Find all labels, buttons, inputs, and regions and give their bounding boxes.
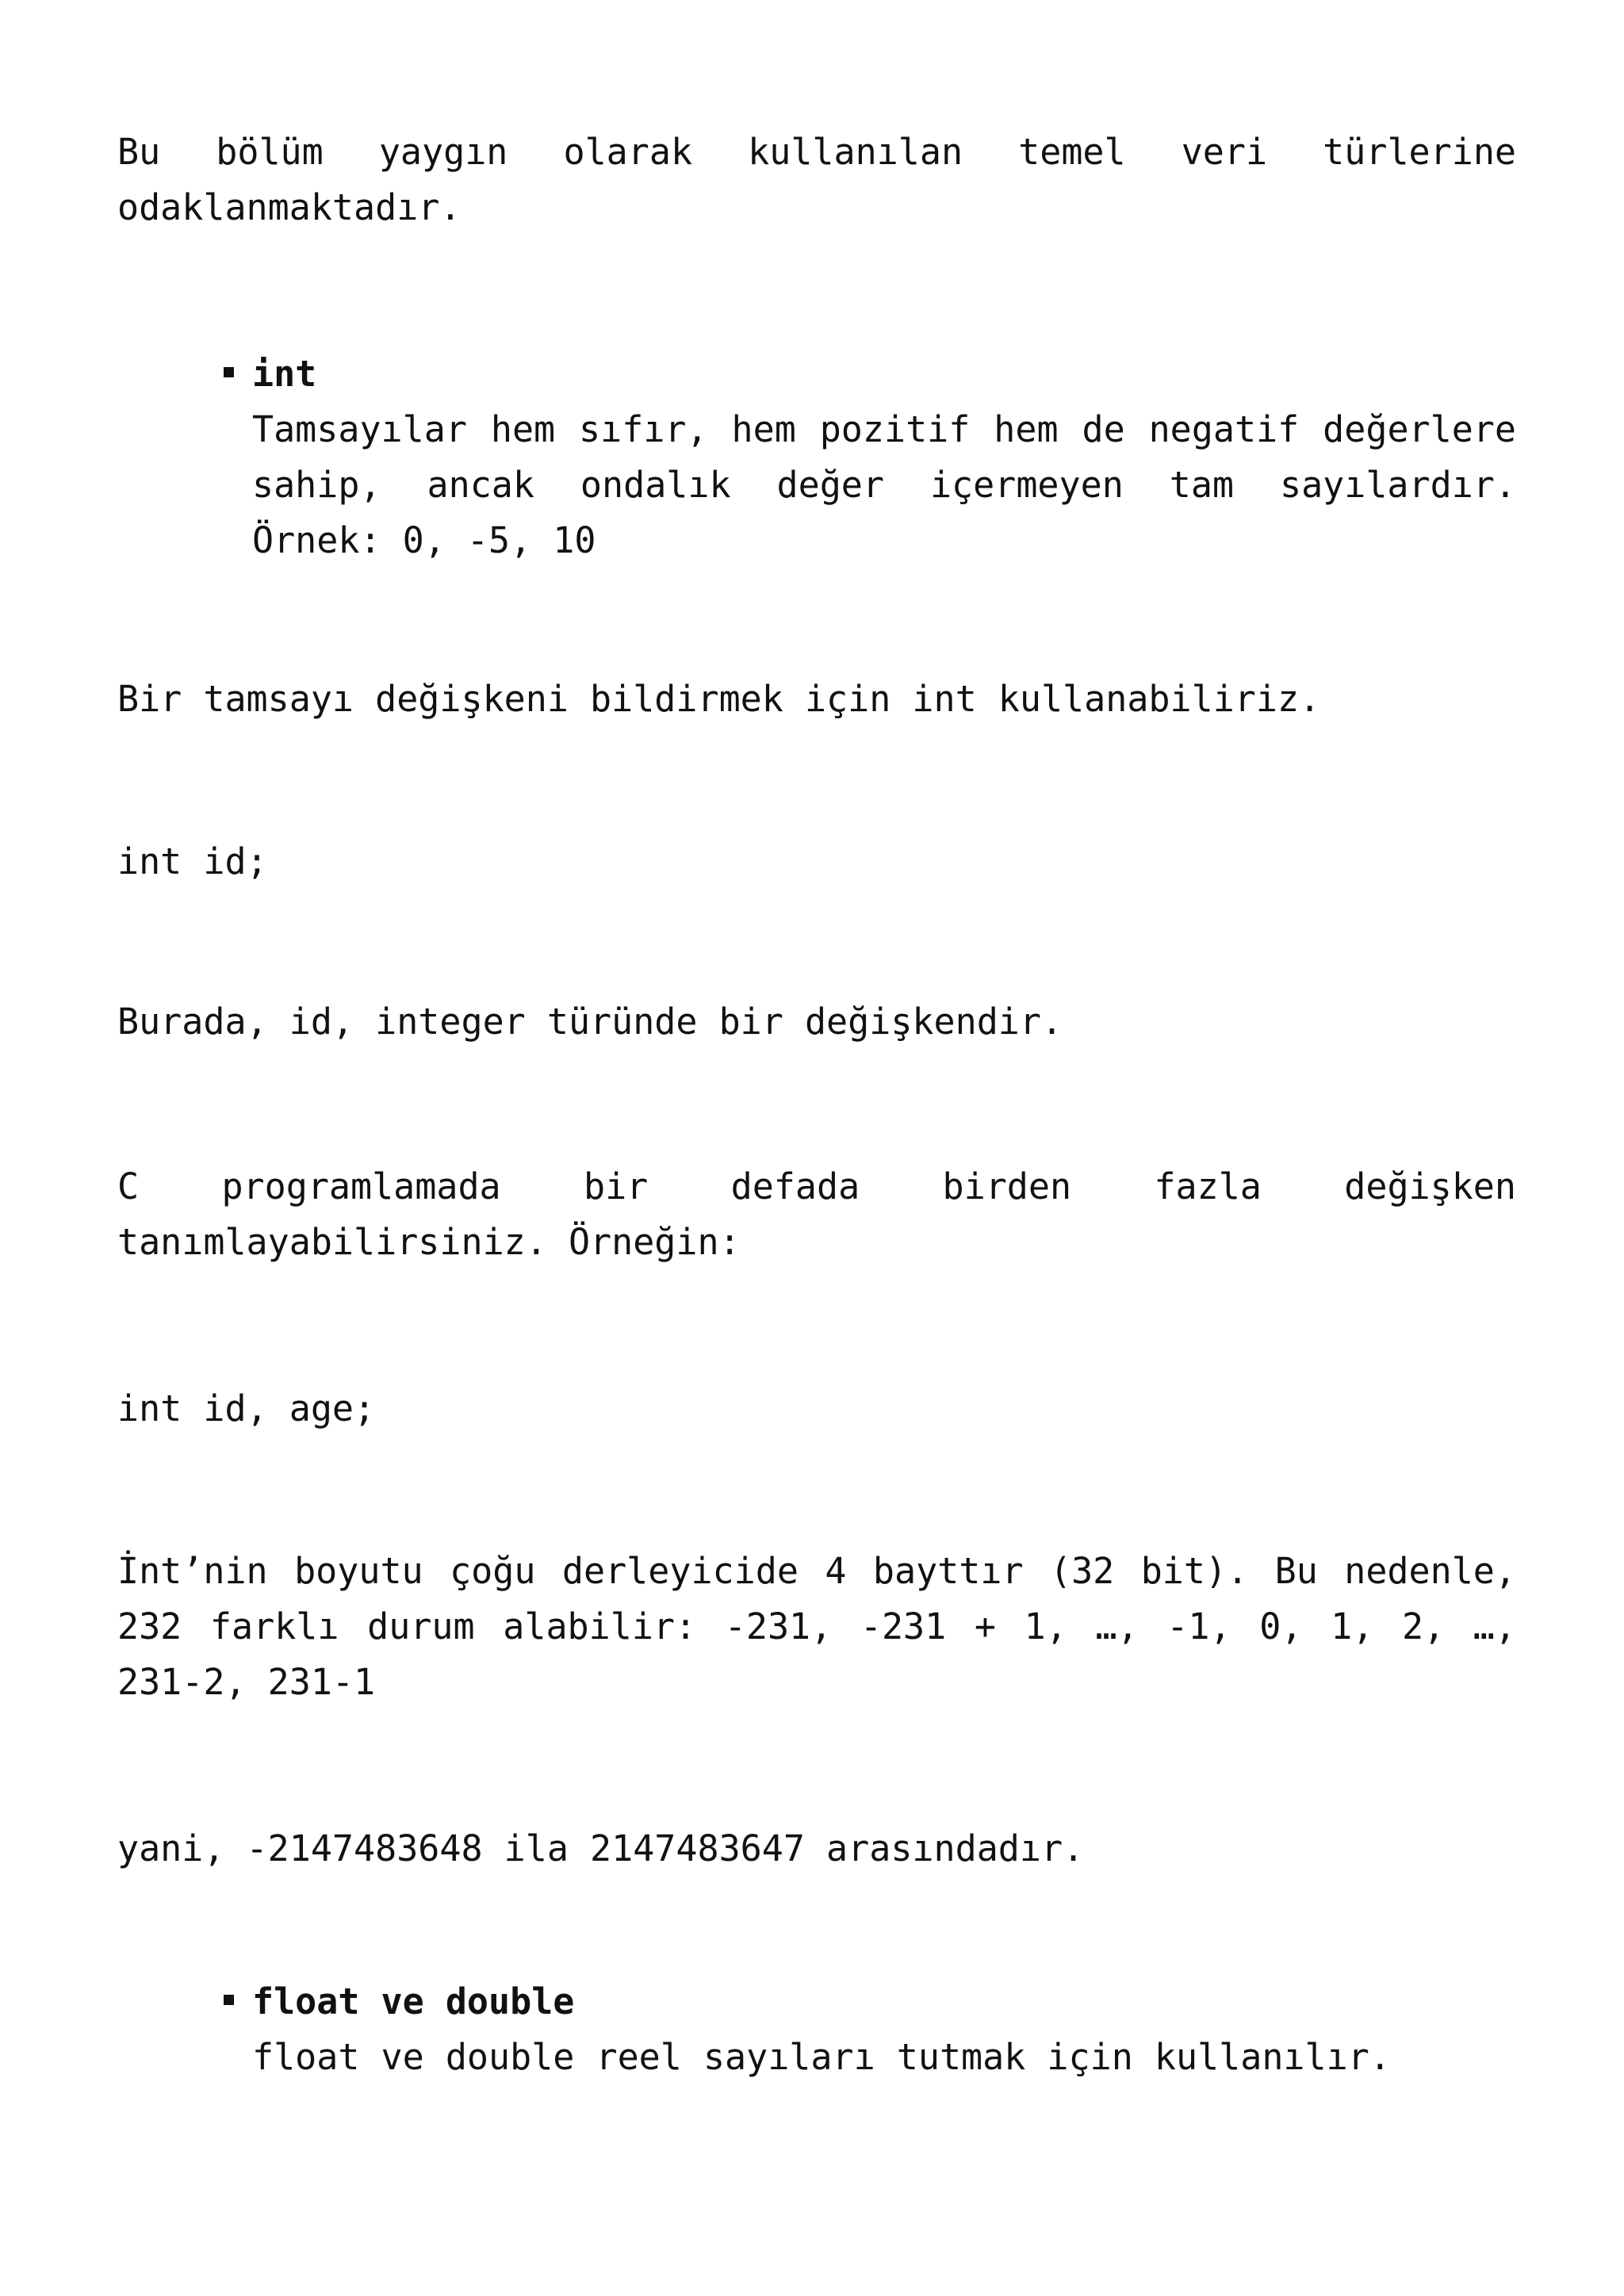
code-line: int id;	[117, 840, 268, 882]
list-item-float	[252, 1974, 1516, 2085]
paragraph-multi: C programlamada bir defada birden fazla değişken tanımlayabilirsiniz. Örneğin:	[117, 1165, 1516, 1263]
paragraph-id: Burada, id, integer türünde bir değişkendir.	[117, 1001, 1063, 1043]
intro-paragraph: Bu bölüm yaygın olarak kullanılan temel veri türlerine odaklanmaktadır.	[117, 131, 1516, 228]
paragraph-range: yani, -2147483648 ila 2147483647 arasındadır.	[117, 1827, 1085, 1869]
list-item-int	[252, 346, 1516, 568]
list-item-title: float ve double	[252, 1980, 575, 2022]
paragraph-size: İnt’nin boyutu çoğu derleyicide 4 bayttır (32 bit). Bu nedenle, 232 farklı durum alabilir: -231, -231 + 1, …, -1, 0, 1, 2, …, 231-2, 231-1	[117, 1550, 1516, 1703]
code-line: int id, age;	[117, 1387, 376, 1429]
bullet-icon	[224, 367, 234, 377]
list-item-title: int	[252, 353, 317, 395]
list-item-body: Tamsayılar hem sıfır, hem pozitif hem de negatif değerlere sahip, ancak ondalık değer içermeyen tam sayılardır. Örnek: 0, -5, 10	[252, 408, 1516, 561]
list-item-body: float ve double reel sayıları tutmak için kullanılır.	[252, 2036, 1391, 2078]
bullet-icon	[224, 1995, 234, 2005]
paragraph-declare: Bir tamsayı değişkeni bildirmek için int kullanabiliriz.	[117, 678, 1321, 720]
